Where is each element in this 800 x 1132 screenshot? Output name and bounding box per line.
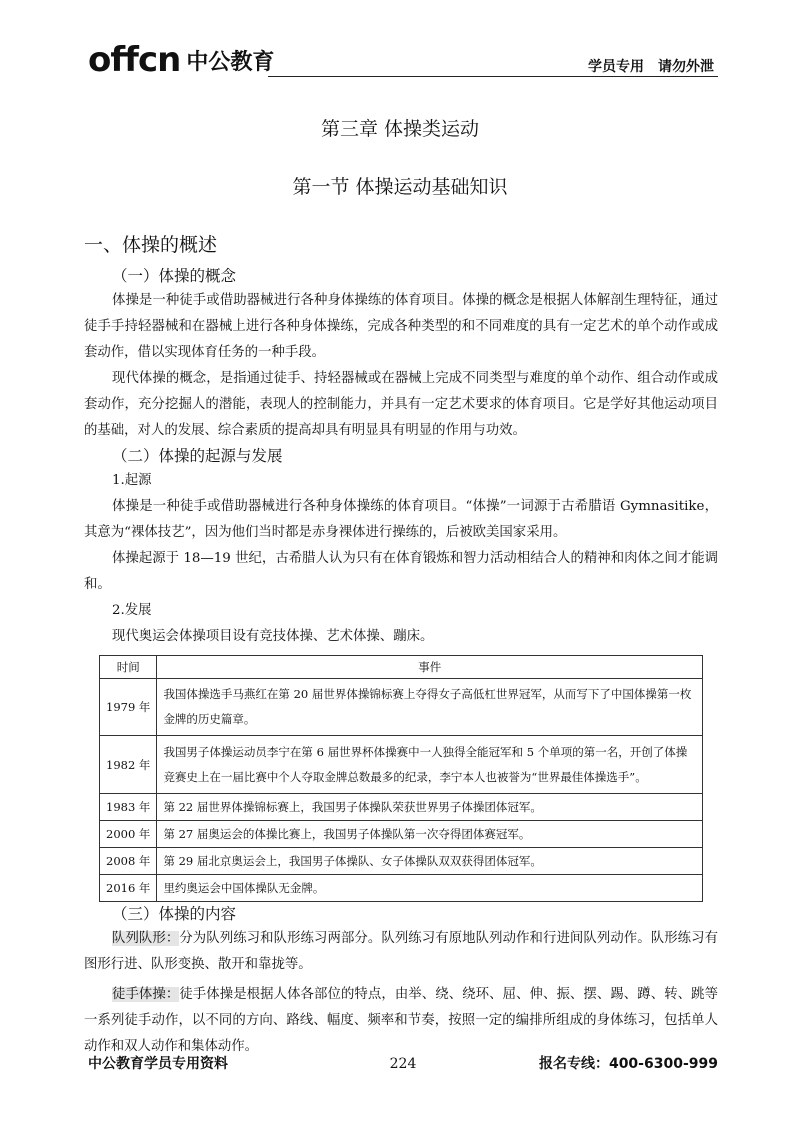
table-header-row: [100, 656, 703, 679]
paragraph: 现代体操的概念，是指通过徒手、持轻器械或在器械上完成不同类型与难度的单个动作、组合动作或成套动作，充分挖掘人的潜能，表现人的控制能力，并具有一定艺术要求的体育项目。它是学好其他运动项目的基础，对人的发展、综合素质的提高却具有明显具有明显的作用与功效。: [84, 371, 718, 438]
event-cell: 里约奥运会中国体操队无金牌。: [157, 875, 703, 902]
table-row: [100, 848, 703, 875]
chapter-title: 第三章 体操类运动: [320, 118, 480, 140]
heading-content: （三）体操的内容: [112, 905, 237, 923]
footer-hotline: 报名专线：400-6300-999: [538, 1056, 718, 1072]
year-cell: 1982 年: [100, 736, 157, 794]
paragraph: 体操是一种徒手或借助器械进行各种身体操练的体育项目。体操的概念是根据人体解剖生理特征，通过徒手手持轻器械和在器械上进行各种身体操练，完成各种类型的和不同难度的具有一定艺术的单个动作或成套动作，借以实现体育任务的一种手段。: [84, 293, 718, 360]
table-row: [100, 679, 703, 736]
table-row: [100, 736, 703, 794]
page-footer: [88, 1052, 718, 1076]
logo-cn-text: 中公教育: [186, 50, 275, 75]
year-cell: 1979 年: [100, 679, 157, 736]
header-tag-confidential: 请勿外泄: [658, 59, 714, 75]
paragraph: 体操是一种徒手或借助器械进行各种身体操练的体育项目。“体操”一词源于古希腊语 Gymnasitike，其意为“裸体技艺”，因为他们当时都是赤身裸体进行操练的，后被欧美国家采用。: [84, 499, 718, 540]
term-description: 徒手体操是根据人体各部位的特点，由举、绕、绕环、屈、伸、振、摆、踢、蹲、转、跳等一系列徒手动作，以不同的方向、路线、幅度、频率和节奏，按照一定的编排所组成的身体练习，包括单人动作和双人动作和集体动作。: [84, 987, 718, 1054]
heading-origin-development: （二）体操的起源与发展: [112, 447, 283, 465]
highlighted-term: 徒手体操：: [112, 987, 180, 1002]
year-cell: 1983 年: [100, 794, 157, 821]
table-row: [100, 794, 703, 821]
term-description: 分为队列练习和队形练习两部分。队列练习有原地队列动作和行进间队列动作。队形练习有图形行进、队形变换、散开和靠拢等。: [84, 931, 718, 972]
heading-concept: （一）体操的概念: [112, 267, 237, 285]
paragraph: 体操起源于 18—19 世纪，古希腊人认为只有在体育锻炼和智力活动相结合人的精神和肉体之间才能调和。: [84, 551, 718, 592]
section-title: 第一节 体操运动基础知识: [292, 176, 508, 198]
header-rule: [268, 76, 718, 77]
highlighted-term: 队列队形：: [112, 931, 180, 946]
paragraph: 现代奥运会体操项目设有竞技体操、艺术体操、蹦床。: [112, 629, 434, 644]
history-table: [99, 655, 703, 902]
event-cell: 第 27 届奥运会的体操比赛上，我国男子体操队第一次夺得团体赛冠军。: [157, 821, 703, 848]
logo-latin-text: offcn: [88, 40, 181, 80]
paragraph: [84, 926, 718, 978]
event-cell: 第 22 届世界体操锦标赛上，我国男子体操队荣获世界男子体操团体冠军。: [157, 794, 703, 821]
event-cell: 第 29 届北京奥运会上，我国男子体操队、女子体操队双双获得团体冠军。: [157, 848, 703, 875]
footer-label: 中公教育学员专用资料: [88, 1056, 228, 1072]
offcn-logo: [88, 38, 274, 78]
column-header-time: 时间: [100, 656, 157, 679]
event-cell: 我国男子体操运动员李宁在第 6 届世界杯体操赛中一人独得全能冠军和 5 个单项的第一名，开创了体操竞赛史上在一届比赛中个人夺取金牌总数最多的纪录，李宁本人也被誉为“世界最佳体操选手”。: [157, 736, 703, 794]
header-tags: [588, 56, 714, 76]
year-cell: 2000 年: [100, 821, 157, 848]
table-row: [100, 821, 703, 848]
year-cell: 2008 年: [100, 848, 157, 875]
main-content: [84, 224, 718, 1060]
event-cell: 我国体操选手马燕红在第 20 届世界体操锦标赛上夺得女子高低杠世界冠军，从而写下了中国体操第一枚金牌的历史篇章。: [157, 679, 703, 736]
column-header-event: 事件: [157, 656, 703, 679]
table-row: [100, 875, 703, 902]
origin-label: 1.起源: [112, 473, 152, 488]
header-tag-student: 学员专用: [588, 59, 644, 75]
development-label: 2.发展: [112, 603, 152, 618]
paragraph: [84, 982, 718, 1060]
heading-overview: 一、体操的概述: [84, 234, 218, 256]
year-cell: 2016 年: [100, 875, 157, 902]
page-header: [88, 38, 718, 80]
page-number: 224: [389, 1056, 417, 1072]
